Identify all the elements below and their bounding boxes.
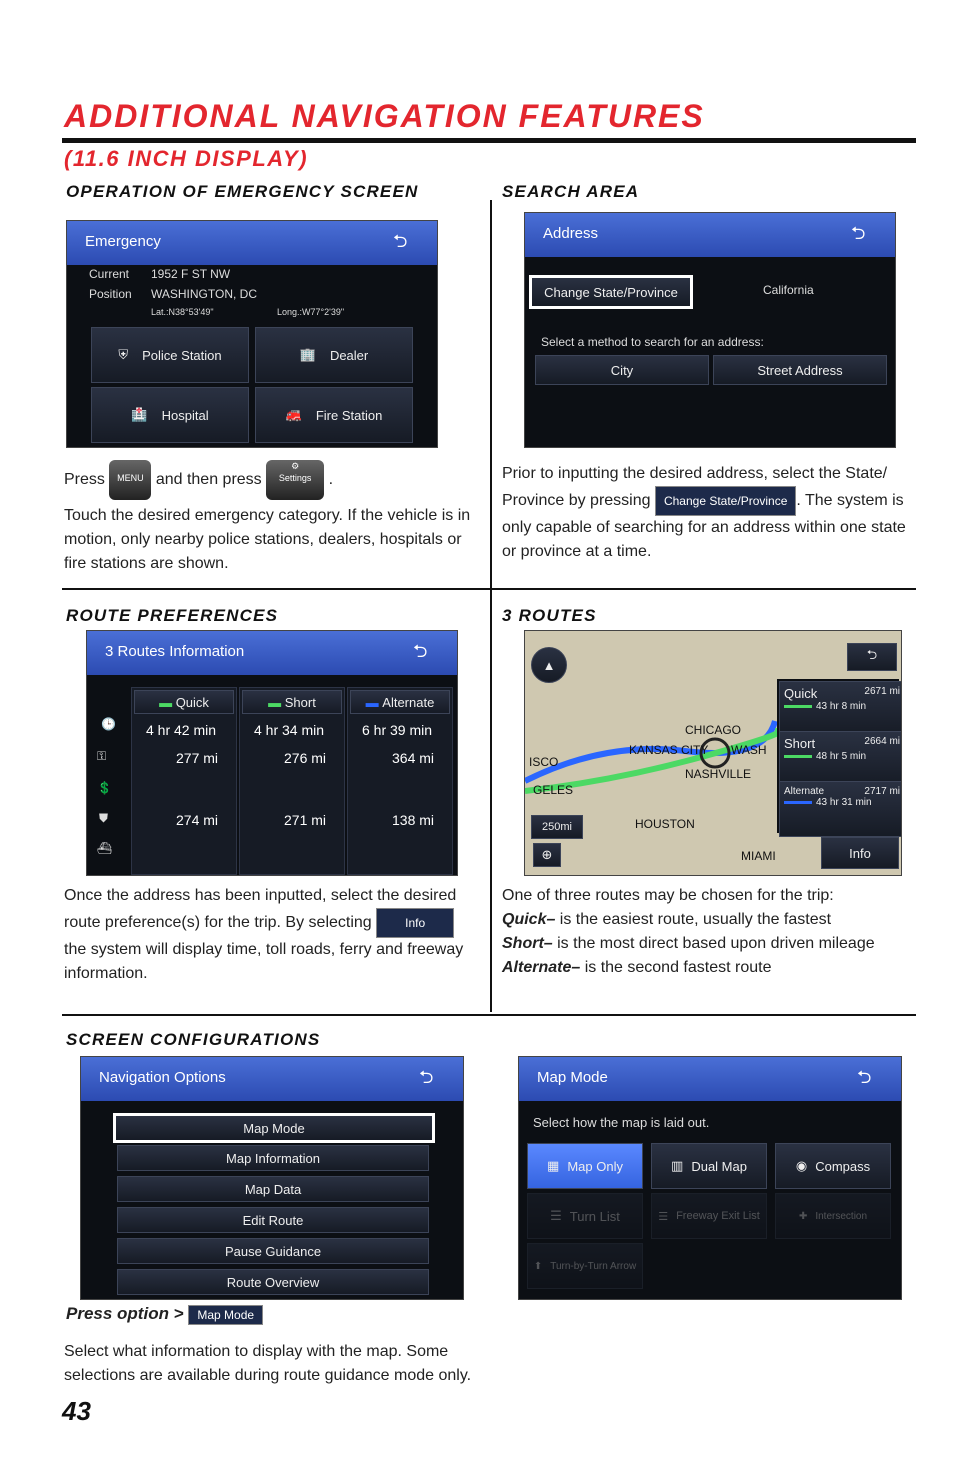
dealer-button[interactable]: 🏢 Dealer <box>255 327 413 383</box>
position-value: WASHINGTON, DC <box>151 287 258 301</box>
quick-route-option[interactable]: Quick 2671 mi 43 hr 8 min <box>779 681 902 737</box>
map-label-isco: ISCO <box>529 755 559 769</box>
compass-mode-button[interactable]: ◉ Compass <box>775 1143 891 1189</box>
page-subtitle: (11.6 INCH DISPLAY) <box>64 146 309 171</box>
alternate-column[interactable] <box>347 687 453 875</box>
emergency-screen-title: Emergency <box>85 233 161 250</box>
change-state-inline-button: Change State/Province <box>655 486 796 516</box>
routes-info-title-bar <box>87 631 457 675</box>
turn-by-turn-arrow-button[interactable]: ⬆ Turn-by-Turn Arrow <box>527 1243 643 1289</box>
map-mode-title-bar <box>519 1057 901 1101</box>
info-inline-button: Info <box>376 908 454 938</box>
screen-config-text: Select what information to display with the map. Some selections are available during route guidance mode only. <box>64 1343 472 1384</box>
method-prompt: Select a method to search for an address: <box>541 335 764 349</box>
emergency-description: Touch the desired emergency category. If the vehicle is in motion, only nearby police stations, dealers, hospitals or fire stations are shown. <box>64 507 471 572</box>
short-time: 4 hr 34 min <box>254 722 325 738</box>
map-label-geles: GELES <box>533 783 574 797</box>
map-screen[interactable] <box>524 630 902 876</box>
emergency-text: Press MENU and then press ⚙ Settings . Touch the desired emergency category. If the vehicle is in motion, only nearby police stations, dealers, hospitals or fire stations are shown. <box>64 460 478 576</box>
address-title-bar <box>525 213 895 257</box>
alternate-header: ▬ Alternate <box>350 690 450 714</box>
list-icon: ☰ <box>658 1210 669 1223</box>
map-scale: 250mi <box>531 815 583 839</box>
building-icon: 🏢 <box>299 347 316 362</box>
nav-options-title: Navigation Options <box>99 1069 226 1086</box>
current-value: 1952 F ST NW <box>151 267 231 281</box>
back-icon[interactable]: ⮌ <box>851 223 866 243</box>
column-divider <box>490 200 492 1012</box>
short-route-option[interactable]: Short 2664 mi 48 hr 5 min <box>779 731 902 787</box>
arrow-icon: ⬆ <box>533 1260 543 1272</box>
quick-column[interactable] <box>131 687 237 875</box>
hospital-button[interactable]: 🏥 Hospital <box>91 387 249 443</box>
address-screen <box>524 212 896 448</box>
short-dist2: 271 mi <box>284 812 327 828</box>
list-icon: ☰ <box>550 1208 562 1223</box>
page-number: 43 <box>62 1396 91 1426</box>
dual-map-button[interactable]: ▥ Dual Map <box>651 1143 767 1189</box>
freeway-icon: ⛊ <box>99 811 109 825</box>
compass-icon: ◉ <box>795 1158 808 1173</box>
route-pref-text: Once the address has been inputted, select the desired route preference(s) for the trip. By selecting Info the system will display time, toll roads, ferry and freeway information. <box>64 887 464 982</box>
row-divider-1 <box>62 588 916 590</box>
turn-list-button[interactable]: ☰ Turn List <box>527 1193 643 1239</box>
back-icon[interactable]: ⮌ <box>419 1067 434 1087</box>
map-mode-prompt: Select how the map is laid out. <box>533 1115 710 1130</box>
hospital-icon: 🏥 <box>131 407 148 422</box>
menu-button-icon: MENU <box>109 460 151 500</box>
title-rule <box>62 138 916 143</box>
map-data-option[interactable]: Map Data <box>117 1176 429 1202</box>
latitude: Lat.:N38°53'49" <box>151 307 214 317</box>
fire-truck-icon: 🚒 <box>285 407 302 422</box>
route-overview-option[interactable]: Route Overview <box>117 1269 429 1295</box>
map-label-kansas: KANSAS CITY <box>629 743 709 757</box>
screen-config-heading: SCREEN CONFIGURATIONS <box>66 1030 321 1049</box>
map-label-wash: WASH <box>731 743 767 757</box>
emergency-title-bar <box>67 221 437 265</box>
press-option-line: Press option > Map Mode <box>66 1304 263 1325</box>
state-value: California <box>763 283 814 297</box>
routes-info-title: 3 Routes Information <box>105 643 245 660</box>
quick-header: ▬ Quick <box>134 690 234 714</box>
routes-info-screen <box>86 630 458 876</box>
ferry-icon: ⛴ <box>97 841 113 855</box>
toll-road-icon: 💲 <box>97 781 112 795</box>
police-station-button[interactable]: ⛨ Police Station <box>91 327 249 383</box>
intersection-button[interactable]: ✚ Intersection <box>775 1193 891 1239</box>
alternate-dist1: 364 mi <box>392 750 435 766</box>
zoom-in-icon[interactable]: ⊕ <box>533 843 561 867</box>
page-title: ADDITIONAL NAVIGATION FEATURES <box>64 98 705 134</box>
alternate-route-option[interactable]: Alternate 2717 mi 43 hr 31 min <box>779 781 902 837</box>
dual-map-icon: ▥ <box>671 1158 684 1173</box>
route-quick-line <box>525 731 779 791</box>
info-button[interactable]: Info <box>821 837 899 869</box>
alternate-dist2: 138 mi <box>392 812 435 828</box>
map-label-chicago: CHICAGO <box>685 723 742 737</box>
street-address-button[interactable]: Street Address <box>713 355 887 385</box>
short-column[interactable] <box>239 687 345 875</box>
map-label-miami: MIAMI <box>741 849 776 863</box>
map-label-nashville: NASHVILLE <box>685 767 752 781</box>
map-mode-inline-button: Map Mode <box>188 1305 263 1325</box>
routes3-heading: 3 ROUTES <box>502 606 597 625</box>
alternate-time: 6 hr 39 min <box>362 722 433 738</box>
freeway-exit-list-button[interactable]: ☰ Freeway Exit List <box>651 1193 767 1239</box>
back-icon[interactable]: ⮌ <box>857 1067 872 1087</box>
route-pref-heading: ROUTE PREFERENCES <box>66 606 279 625</box>
row-divider-2 <box>62 1014 916 1016</box>
clock-icon: 🕒 <box>101 717 116 731</box>
address-screen-title: Address <box>543 225 599 242</box>
emergency-heading: OPERATION OF EMERGENCY SCREEN <box>66 182 419 201</box>
map-information-option[interactable]: Map Information <box>117 1145 429 1171</box>
back-icon[interactable]: ⮌ <box>413 641 428 661</box>
map-mode-screen <box>518 1056 902 1300</box>
short-header: ▬ Short <box>242 690 342 714</box>
compass-icon[interactable]: ▲ <box>531 647 567 683</box>
longitude: Long.:W77°2'39" <box>277 307 345 317</box>
map-only-button[interactable]: ▦ Map Only <box>527 1143 643 1189</box>
map-label-houston: HOUSTON <box>635 817 695 831</box>
short-dist1: 276 mi <box>284 750 327 766</box>
nav-options-title-bar <box>81 1057 463 1101</box>
routes3-text: One of three routes may be chosen for the trip: Quick– is the easiest route, usually the fastest Short– is the most direct based upon driven mileage Alternate– is the second fastest route <box>502 887 875 976</box>
pause-guidance-option[interactable]: Pause Guidance <box>117 1238 429 1264</box>
shield-icon: ⛨ <box>118 347 129 362</box>
back-icon[interactable]: ⮌ <box>847 643 897 671</box>
route-panel <box>777 679 899 833</box>
position-label: Position <box>89 287 132 301</box>
fire-station-button[interactable]: 🚒 Fire Station <box>255 387 413 443</box>
toll-icon: ⚿ <box>97 749 107 763</box>
quick-dist2: 274 mi <box>176 812 219 828</box>
quick-time: 4 hr 42 min <box>146 722 217 738</box>
map-mode-title: Map Mode <box>537 1069 608 1086</box>
nav-options-screen <box>80 1056 464 1300</box>
settings-button-icon: ⚙ Settings <box>266 460 324 500</box>
grid-icon: ▦ <box>547 1158 560 1173</box>
search-text: Prior to inputting the desired address, select the State/ Province by pressing Change State/Province . The system is only capable of searching for an address within one state or province at a time. <box>502 465 906 560</box>
quick-dist1: 277 mi <box>176 750 219 766</box>
emergency-screen <box>66 220 438 448</box>
map-mode-option[interactable]: Map Mode <box>113 1113 435 1143</box>
city-button[interactable]: City <box>535 355 709 385</box>
search-heading: SEARCH AREA <box>502 182 640 201</box>
current-label: Current <box>89 267 130 281</box>
back-icon[interactable]: ⮌ <box>393 231 408 251</box>
change-state-button[interactable]: Change State/Province <box>529 275 693 309</box>
edit-route-option[interactable]: Edit Route <box>117 1207 429 1233</box>
intersection-icon: ✚ <box>798 1210 808 1222</box>
